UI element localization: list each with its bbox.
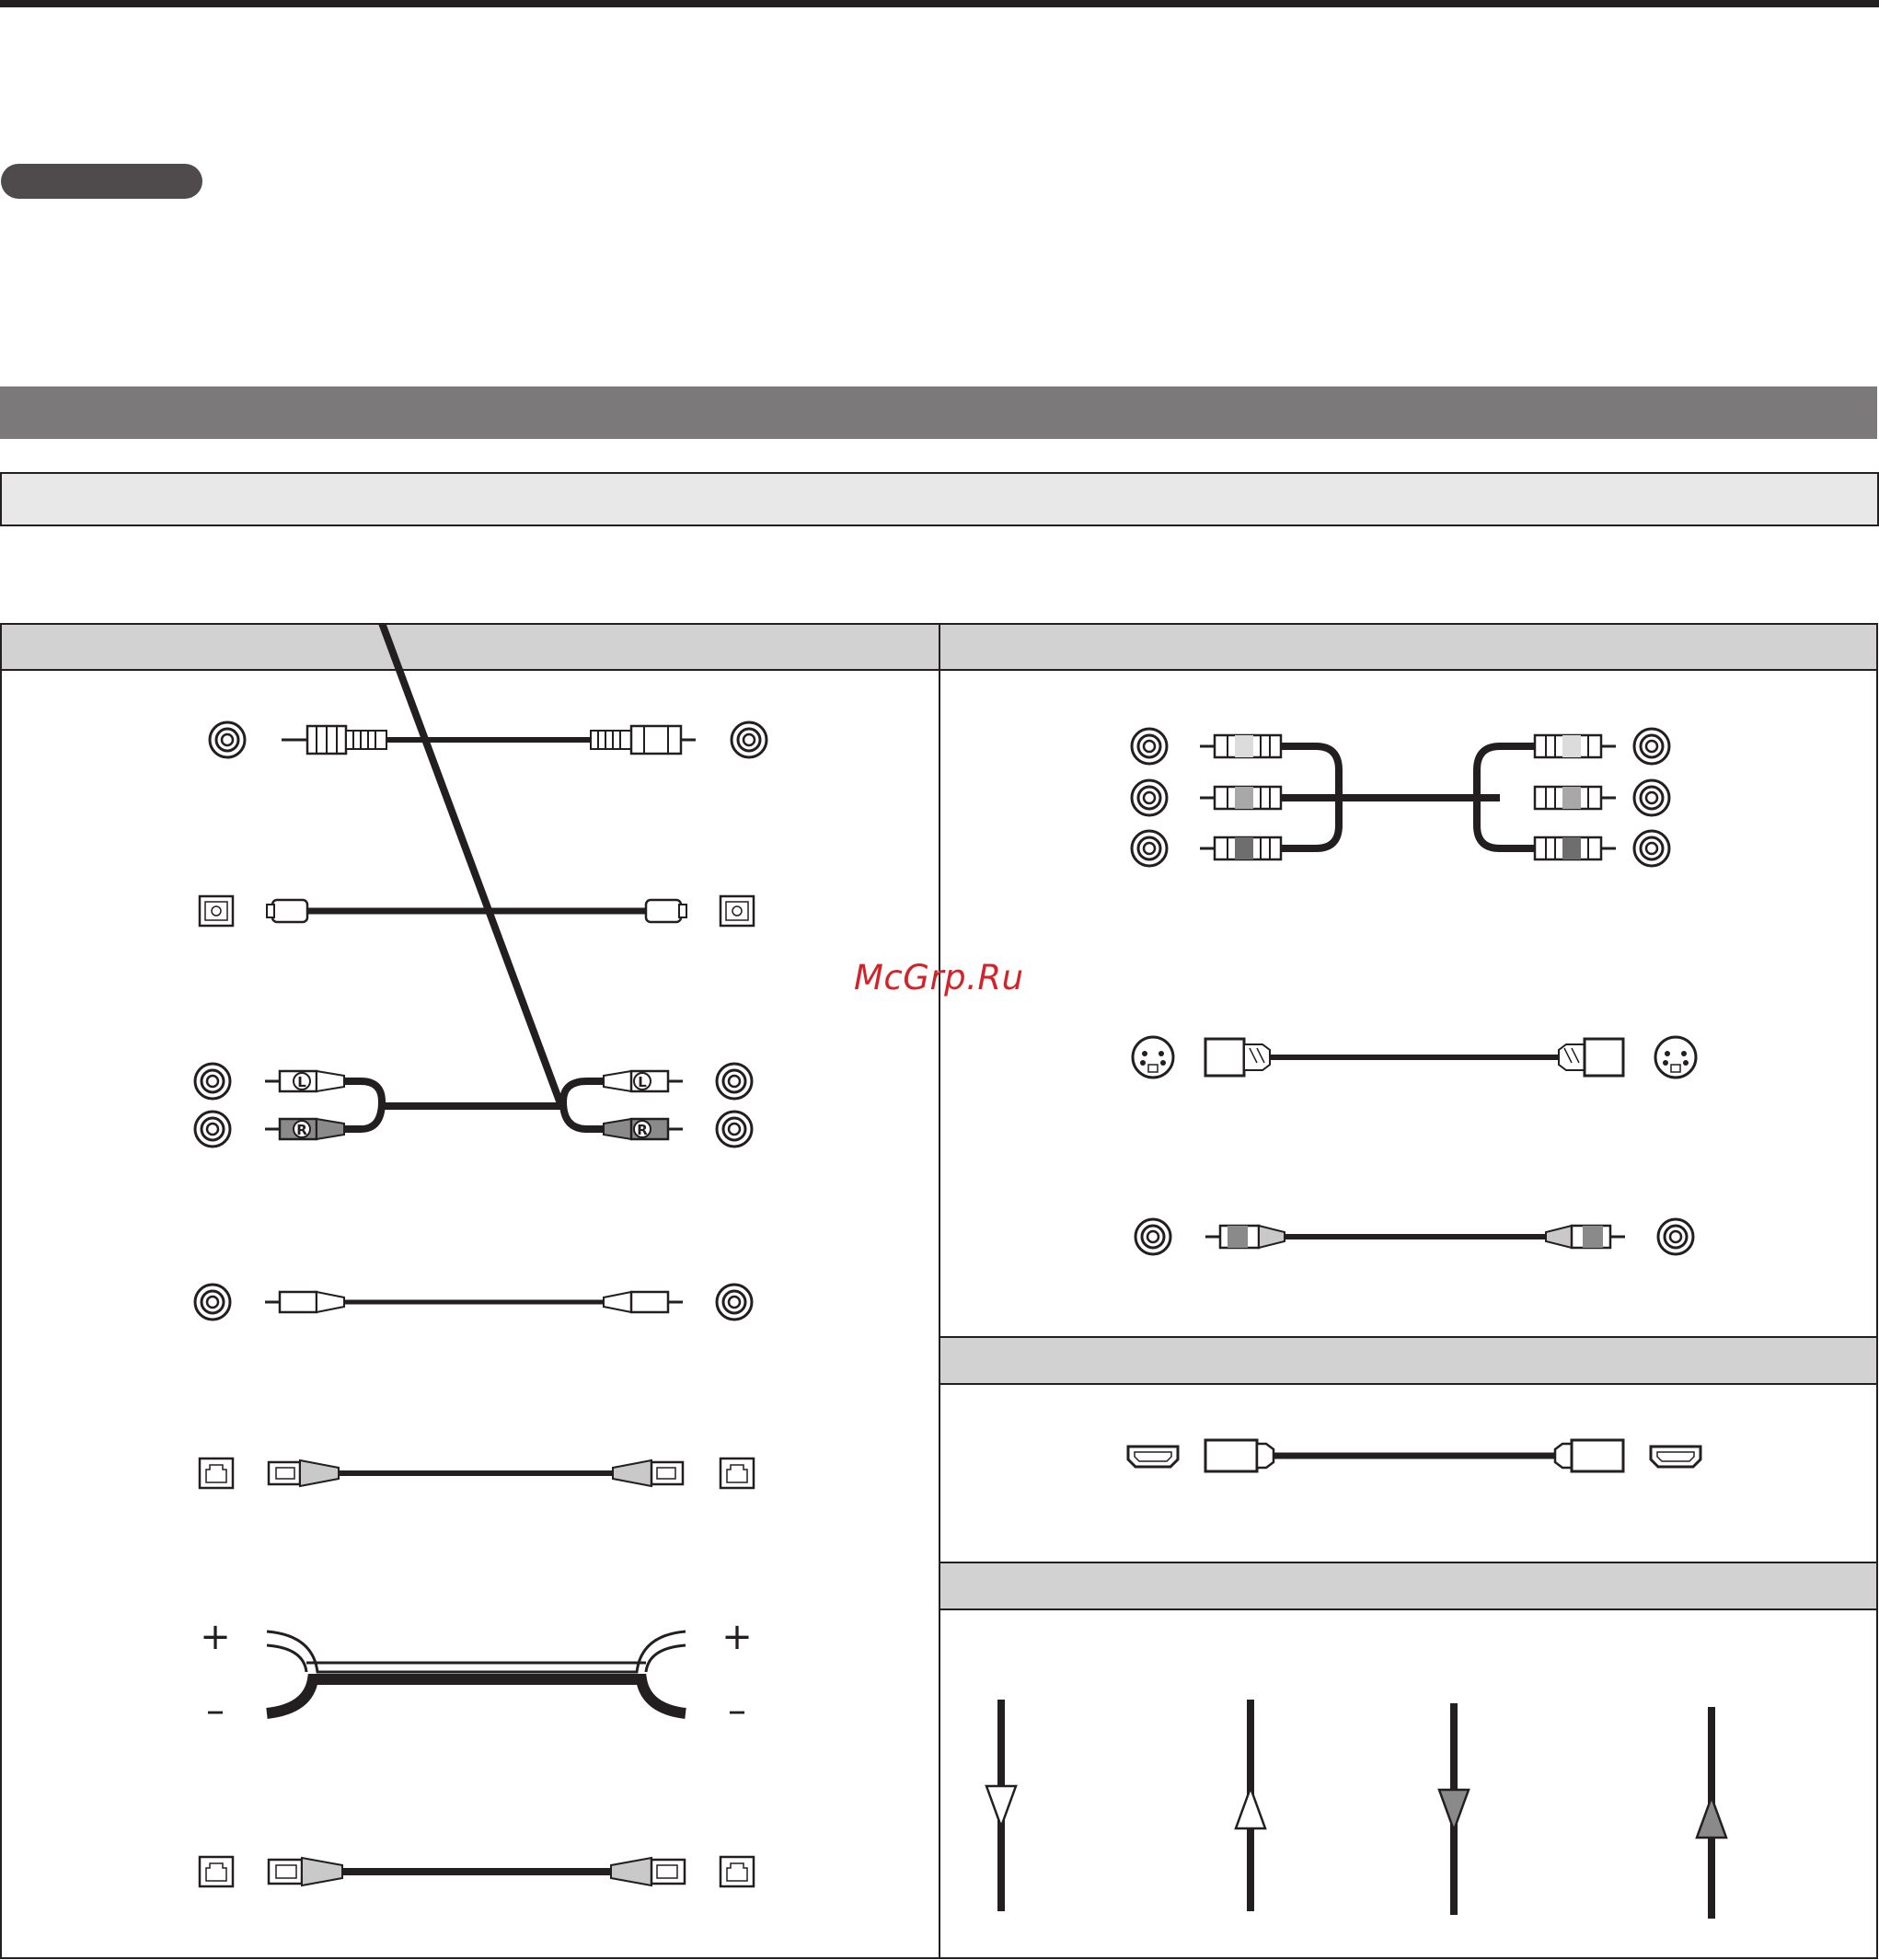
- connection-cable-table: [0, 623, 1879, 1960]
- top-rule: [0, 0, 1879, 7]
- watermark-text: McGrp.Ru: [854, 958, 1024, 997]
- plug-label-r: R: [296, 1122, 307, 1138]
- component-video-cable: [1132, 729, 1669, 866]
- subsection-title-bar: [0, 472, 1879, 526]
- section-title-bar: [0, 386, 1877, 439]
- hdmi-cable: [1128, 1440, 1700, 1471]
- analog-output-arrow: [986, 1700, 1016, 1911]
- speaker-cable: [200, 1616, 753, 1732]
- digital-output-arrow: [1439, 1703, 1469, 1915]
- left-plug-r: [265, 1119, 344, 1139]
- remote-control-cable: [200, 1458, 754, 1488]
- terminal-minus-left: –: [206, 1689, 225, 1732]
- digital-input-arrow: [1697, 1707, 1726, 1919]
- s-video-cable: [1133, 1037, 1696, 1078]
- optical-cable: [200, 896, 754, 926]
- right-plug-l: [604, 1071, 683, 1091]
- plug-label-l: L: [297, 1074, 306, 1090]
- audio-video-pin-cable: [195, 1285, 752, 1320]
- analog-input-arrow: [1236, 1700, 1265, 1911]
- left-plug-l: [265, 1071, 344, 1091]
- video-cable: [1135, 1219, 1693, 1254]
- plug-label-l-right: L: [638, 1074, 647, 1090]
- ethernet-cable: [200, 1857, 754, 1886]
- terminal-minus-right: –: [728, 1689, 746, 1732]
- terminal-plus-right: +: [721, 1616, 753, 1658]
- coaxial-digital-cable: [210, 722, 767, 757]
- stereo-audio-cable: [195, 623, 752, 1147]
- note-label-pill: [1, 164, 202, 199]
- plug-label-r-right: R: [637, 1122, 648, 1138]
- terminal-plus-left: +: [200, 1616, 231, 1658]
- component-plugs-right: [1535, 735, 1616, 859]
- right-plug-r: [604, 1119, 683, 1139]
- component-plugs-left: [1200, 735, 1281, 859]
